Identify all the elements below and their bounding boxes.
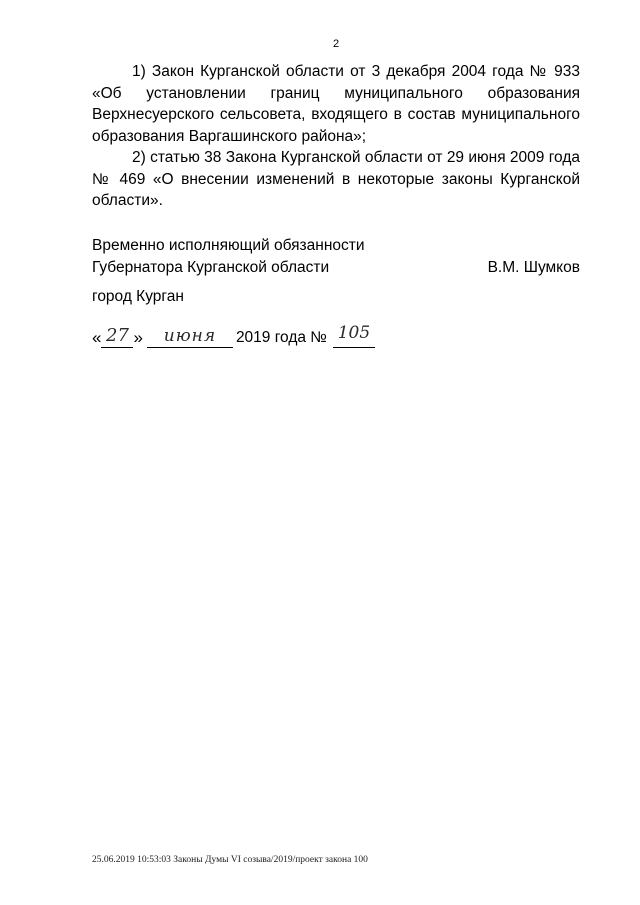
paragraph-item-2: 2) статью 38 Закона Курганской области от 29 июня 2009 года № 469 «О внесении изменений в некоторые законы Курганской области». xyxy=(92,149,580,209)
document-body xyxy=(92,61,580,212)
document-number-field xyxy=(333,323,375,348)
signature-title-line2: Губернатора Курганской области xyxy=(92,258,330,276)
date-day-handwritten: 27 xyxy=(106,325,129,346)
date-month-handwritten: июня xyxy=(163,326,217,346)
paragraph-item-1: 1) Закон Курганской области от 3 декабря 2004 года № 933 «Об установлении границ муниципального образования Верхнесуерского сельсовета, входящего в состав муниципального образования Варгашинского района»; xyxy=(92,63,580,145)
city-line: город Курган xyxy=(92,288,184,305)
signature-row xyxy=(92,257,580,279)
footer-file-info: 25.06.2019 10:53:03 Законы Думы VI созыва/2019/проект закона 100 xyxy=(92,855,368,865)
date-year-text: 2019 года № xyxy=(235,329,327,346)
page-number: 2 xyxy=(332,38,340,50)
date-open-quote: « xyxy=(92,328,102,347)
signature-block xyxy=(92,235,580,278)
document-number-handwritten: 105 xyxy=(337,323,371,343)
date-line xyxy=(92,318,375,348)
signature-title-line1: Временно исполняющий обязанности xyxy=(92,237,365,254)
signatory-name: В.М. Шумков xyxy=(487,258,580,276)
date-day-field xyxy=(101,327,133,348)
date-close-quote: » xyxy=(133,328,143,347)
date-month-field xyxy=(147,327,233,348)
